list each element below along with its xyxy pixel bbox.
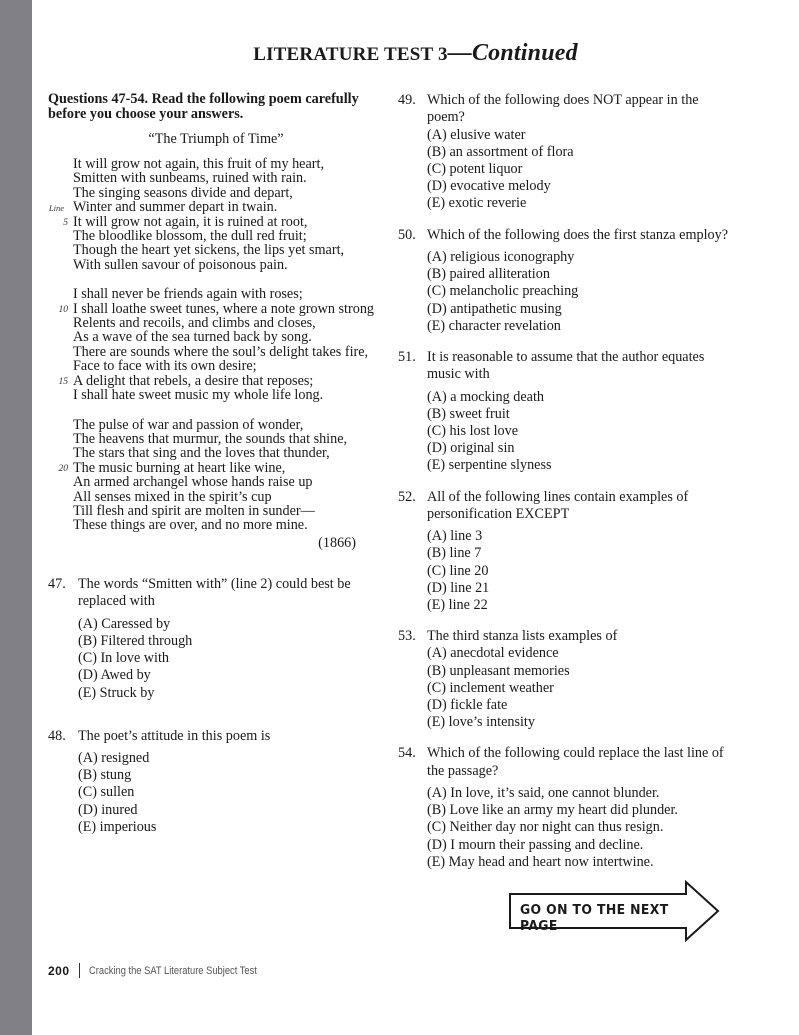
poem-line: Relents and recoils, and climbs and closes,: [73, 315, 316, 332]
poem-line: The bloodlike blossom, the dull red fruit;: [73, 228, 307, 245]
question-number: 51.: [398, 348, 416, 365]
question-stem: 48. The poet’s attitude in this poem is: [48, 727, 271, 744]
answer-options: [398, 785, 738, 871]
poem-line: It will grow not again, this fruit of my heart,: [73, 156, 324, 172]
poem-line: The singing seasons divide and depart,: [73, 184, 293, 201]
answer-option-d[interactable]: (D) antipathetic musing: [427, 300, 562, 317]
answer-option-d[interactable]: (D) original sin: [427, 440, 515, 457]
answer-option-e[interactable]: (E) love’s intensity: [427, 714, 535, 731]
answer-option-e[interactable]: (E) May head and heart now intertwine.: [427, 853, 654, 870]
next-page-button[interactable]: [508, 880, 722, 942]
question-number: 47.: [48, 576, 66, 593]
answer-option-a[interactable]: (A) In love, it’s said, one cannot blunder.: [427, 785, 660, 802]
answer-option-a[interactable]: (A) elusive water: [427, 126, 526, 143]
stanza-3: [48, 418, 378, 533]
answer-option-e[interactable]: (E) serpentine slyness: [427, 457, 552, 474]
question-49: [398, 92, 738, 213]
line-number: 10: [58, 304, 68, 315]
answer-option-b[interactable]: (B) an assortment of flora: [427, 143, 574, 160]
answer-option-a[interactable]: (A) anecdotal evidence: [427, 645, 559, 662]
question-51: [398, 349, 738, 475]
poem-line: The stars that sing and the loves that thunder,: [73, 445, 330, 462]
page-number: 200: [48, 963, 70, 978]
answer-option-a[interactable]: (A) religious iconography: [427, 248, 575, 265]
answer-option-c[interactable]: (C) potent liquor: [427, 161, 523, 177]
answer-options: [48, 616, 378, 702]
answer-options: [398, 528, 738, 614]
question-number: 53.: [398, 628, 416, 645]
question-number: 49.: [398, 92, 416, 108]
poem-line: An armed archangel whose hands raise up: [73, 474, 313, 491]
question-48: [48, 728, 378, 836]
answer-option-b[interactable]: (B) line 7: [427, 545, 482, 562]
answer-option-b[interactable]: (B) sweet fruit: [427, 405, 510, 422]
poem-line: I shall never be friends again with roses;: [73, 286, 303, 303]
poem-line: 15 A delight that rebels, a desire that reposes;: [48, 374, 378, 388]
poem-year: (1866): [318, 534, 356, 551]
answer-option-d[interactable]: (D) I mourn their passing and decline.: [427, 836, 644, 853]
poem-line: With sullen savour of poisonous pain.: [73, 256, 288, 273]
poem-line: Line Winter and summer depart in twain.: [48, 200, 378, 214]
poem-line: The heavens that murmur, the sounds that shine,: [73, 430, 348, 447]
page-footer: [48, 963, 286, 978]
question-52: [398, 489, 738, 615]
poem-line: Face to face with its own desire;: [73, 358, 257, 375]
footer-divider: [79, 963, 80, 978]
line-number: 20: [58, 463, 68, 474]
question-number: 50.: [398, 226, 416, 243]
answer-option-b[interactable]: (B) Love like an army my heart did plunder.: [427, 802, 678, 819]
question-number: 54.: [398, 745, 416, 762]
poem-line: Till flesh and spirit are molten in sunder—: [73, 502, 315, 519]
answer-option-c[interactable]: (C) sullen: [78, 784, 135, 801]
question-54: [398, 745, 738, 871]
line-label: Line: [48, 203, 64, 214]
right-column: [398, 92, 738, 871]
question-stem: 54. Which of the following could replace the last line of the passage?: [398, 745, 724, 779]
answer-option-a[interactable]: (A) Caressed by: [78, 615, 171, 632]
poem-line: I shall hate sweet music my whole life long.: [73, 387, 324, 404]
answer-option-c[interactable]: (C) Neither day nor night can thus resign.: [427, 819, 664, 836]
left-column: [48, 92, 378, 836]
poem-line: Smitten with sunbeams, ruined with rain.: [73, 170, 307, 187]
page-title: [0, 40, 799, 67]
answer-options: [398, 127, 738, 213]
page-edge-sidebar: [0, 0, 32, 1035]
answer-option-c[interactable]: (C) his lost love: [427, 422, 519, 439]
passage-instructions: Questions 47-54. Read the following poem carefully before you choose your answers.: [48, 91, 359, 122]
answer-option-e[interactable]: (E) line 22: [427, 596, 488, 613]
answer-option-c[interactable]: (C) In love with: [78, 650, 170, 667]
answer-option-e[interactable]: (E) character revelation: [427, 317, 561, 334]
answer-options: [398, 645, 738, 731]
line-number: 15: [58, 376, 68, 387]
question-stem: 49. Which of the following does NOT appear in the poem?: [398, 92, 699, 126]
question-stem: 52. All of the following lines contain examples of personification EXCEPT: [398, 488, 689, 522]
answer-option-c[interactable]: (C) line 20: [427, 562, 489, 579]
poem-title: “The Triumph of Time”: [148, 131, 284, 147]
question-stem: 50. Which of the following does the first stanza employ?: [398, 226, 729, 243]
answer-option-d[interactable]: (D) inured: [78, 801, 138, 818]
answer-option-b[interactable]: (B) stung: [78, 767, 132, 784]
poem-line: 20 The music burning at heart like wine,: [48, 461, 378, 475]
answer-option-c[interactable]: (C) melancholic preaching: [427, 283, 579, 300]
question-stem: 47. The words “Smitten with” (line 2) could best be replaced with: [48, 576, 351, 610]
answer-option-b[interactable]: (B) paired alliteration: [427, 266, 550, 283]
answer-option-c[interactable]: (C) inclement weather: [427, 679, 554, 696]
poem-line: There are sounds where the soul’s delight takes fire,: [73, 343, 369, 360]
question-number: 52.: [398, 488, 416, 505]
next-page-label: GO ON TO THE NEXT PAGE: [520, 902, 669, 934]
question-50: [398, 227, 738, 335]
question-stem: 53. The third stanza lists examples of: [398, 628, 618, 645]
question-number: 48.: [48, 727, 66, 744]
answer-option-d[interactable]: (D) evocative melody: [427, 178, 551, 195]
question-53: [398, 628, 738, 731]
answer-option-e[interactable]: (E) imperious: [78, 818, 157, 835]
answer-option-a[interactable]: (A) resigned: [78, 750, 150, 767]
page-title-main: LITERATURE TEST 3: [253, 44, 448, 65]
poem-line: Though the heart yet sickens, the lips yet smart,: [73, 242, 345, 259]
answer-option-d[interactable]: (D) fickle fate: [427, 697, 508, 714]
stanza-1: [48, 157, 378, 272]
page-title-continued: —Continued: [447, 40, 578, 66]
answer-option-d[interactable]: (D) line 21: [427, 579, 490, 596]
answer-option-b[interactable]: (B) unpleasant memories: [427, 662, 570, 679]
answer-options: [398, 249, 738, 335]
poem-line: The pulse of war and passion of wonder,: [73, 416, 304, 433]
poem-line: 5 It will grow not again, it is ruined at root,: [48, 215, 378, 229]
poem-line: These things are over, and no more mine.: [73, 517, 308, 534]
answer-option-e[interactable]: (E) Struck by: [78, 684, 155, 701]
line-number: 5: [63, 217, 68, 228]
question-stem: 51. It is reasonable to assume that the author equates music with: [398, 348, 705, 383]
answer-option-a[interactable]: (A) a mocking death: [427, 388, 545, 405]
answer-options: [48, 750, 378, 836]
poem: [48, 157, 378, 550]
answer-option-e[interactable]: (E) exotic reverie: [427, 195, 527, 212]
answer-option-d[interactable]: (D) Awed by: [78, 667, 151, 684]
poem-line: 10 I shall loathe sweet tunes, where a note grown strong: [48, 302, 378, 316]
poem-line: As a wave of the sea turned back by song.: [73, 329, 312, 346]
stanza-2: [48, 287, 378, 402]
book-title: Cracking the SAT Literature Subject Test: [88, 964, 257, 977]
answer-option-b[interactable]: (B) Filtered through: [78, 632, 193, 649]
poem-line: All senses mixed in the spirit’s cup: [73, 488, 272, 505]
question-47: [48, 576, 378, 702]
answer-options: [398, 389, 738, 475]
answer-option-a[interactable]: (A) line 3: [427, 528, 483, 545]
